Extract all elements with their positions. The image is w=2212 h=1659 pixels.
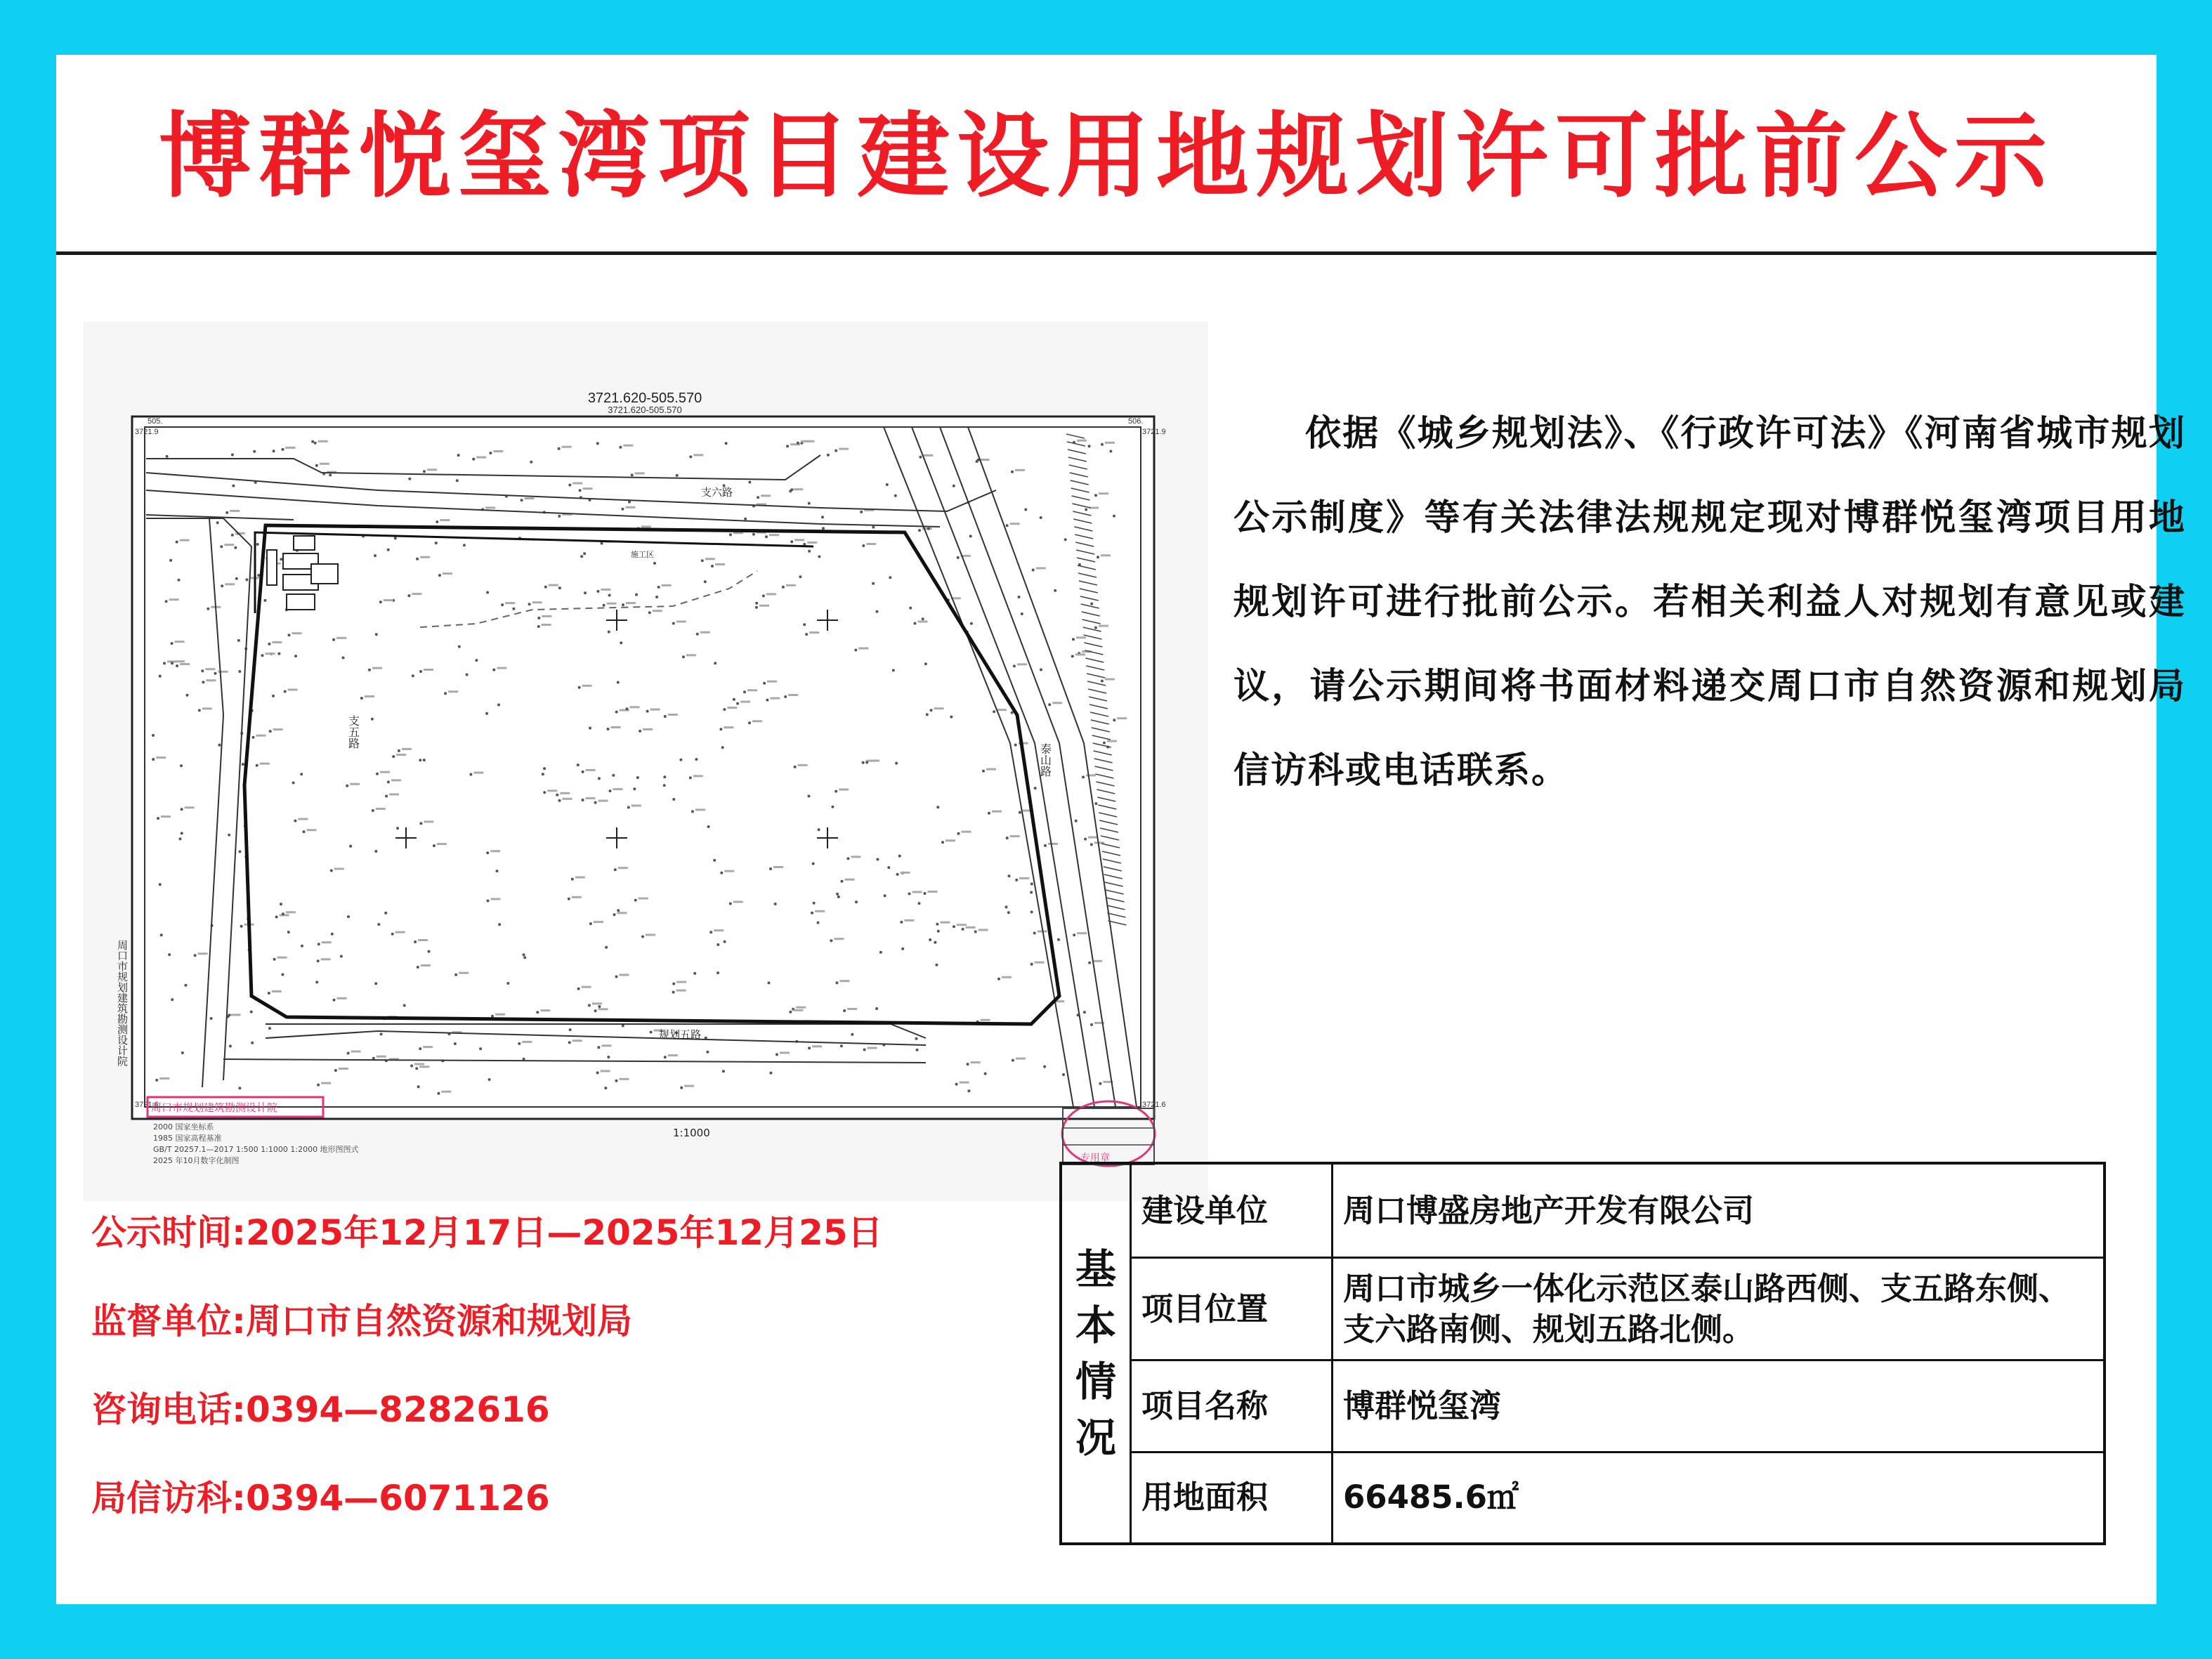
label-builder: 建设单位 [1131, 1163, 1333, 1258]
road-label-west: 支五路 [346, 715, 360, 749]
supervising-unit: 监督单位:周口市自然资源和规划局 [91, 1301, 632, 1342]
edge-tr-label: 506. [1128, 417, 1144, 426]
institute-stamp-text: 周口市规划建筑勘测设计院 [151, 1101, 278, 1114]
footnote-4: 2025 年10月数字化制图 [153, 1156, 240, 1165]
footnote-2: 1985 国家高程基准 [153, 1134, 222, 1143]
road-label-south: 规划五路 [659, 1028, 702, 1041]
notice-board [56, 55, 2186, 1604]
corner-bl-label: 3721.6 [135, 1101, 159, 1109]
value-project-name: 博群悦玺湾 [1333, 1360, 2105, 1452]
road-label-north: 支六路 [701, 486, 733, 499]
corner-tl-label: 3721.9 [135, 428, 159, 436]
inquiry-phone: 咨询电话:0394—8282616 [91, 1389, 550, 1430]
basic-info-heading: 基 本 情 况 [1061, 1163, 1131, 1544]
site-plan-drawing [83, 322, 1208, 1201]
notice-paragraph: 依据《城乡规划法》、《行政许可法》《河南省城市规划公示制度》等有关法律法规规定现对博群悦玺湾项目用地规划许可进行批前公示。若相关利益人对规划有意见或建议，请公示期间将书面材料递交周口市自然资源和规划局信访科或电话联系。 [1233, 413, 2186, 792]
value-location: 周口市城乡一体化示范区泰山路西侧、支五路东侧、支六路南侧、规划五路北侧。 [1333, 1258, 2105, 1360]
value-land-area: 66485.6㎡ [1333, 1452, 2105, 1544]
publicity-period: 公示时间:2025年12月17日—2025年12月25日 [91, 1212, 883, 1253]
footnote-3: GB/T 20257.1—2017 1:500 1:1000 1:2000 地形图图式 [153, 1145, 359, 1154]
corner-br-label: 3721.6 [1142, 1101, 1166, 1109]
site-plan-map [83, 322, 1208, 1201]
title-divider [56, 251, 2157, 255]
page-title: 博群悦玺湾项目建设用地规划许可批前公示 [159, 103, 2054, 211]
corner-tr-label: 3721.9 [1142, 428, 1166, 436]
value-builder: 周口博盛房地产开发有限公司 [1333, 1163, 2105, 1258]
map-frame [132, 417, 1154, 1119]
side-stamp-text: 周口市规划建筑勘测设计院 [116, 940, 129, 1066]
road-label-east: 泰山路 [1038, 743, 1052, 777]
label-land-area: 用地面积 [1131, 1452, 1333, 1544]
coord-top-label: 3721.620-505.570 [587, 391, 702, 406]
edge-tl-label: 505. [148, 417, 163, 426]
label-project-name: 项目名称 [1131, 1360, 1333, 1452]
map-scale-label: 1:1000 [673, 1127, 710, 1139]
coord-top-small-label: 3721.620-505.570 [608, 405, 682, 415]
round-seal-text: 专用章 [1080, 1153, 1110, 1164]
label-location: 项目位置 [1131, 1258, 1333, 1360]
basic-info-table [1059, 1162, 2106, 1545]
footnote-1: 2000 国家坐标系 [153, 1122, 214, 1132]
site-area-label: 施工区 [631, 550, 654, 559]
contact-list [91, 1188, 1004, 1542]
petition-phone: 局信访科:0394—6071126 [91, 1478, 550, 1519]
